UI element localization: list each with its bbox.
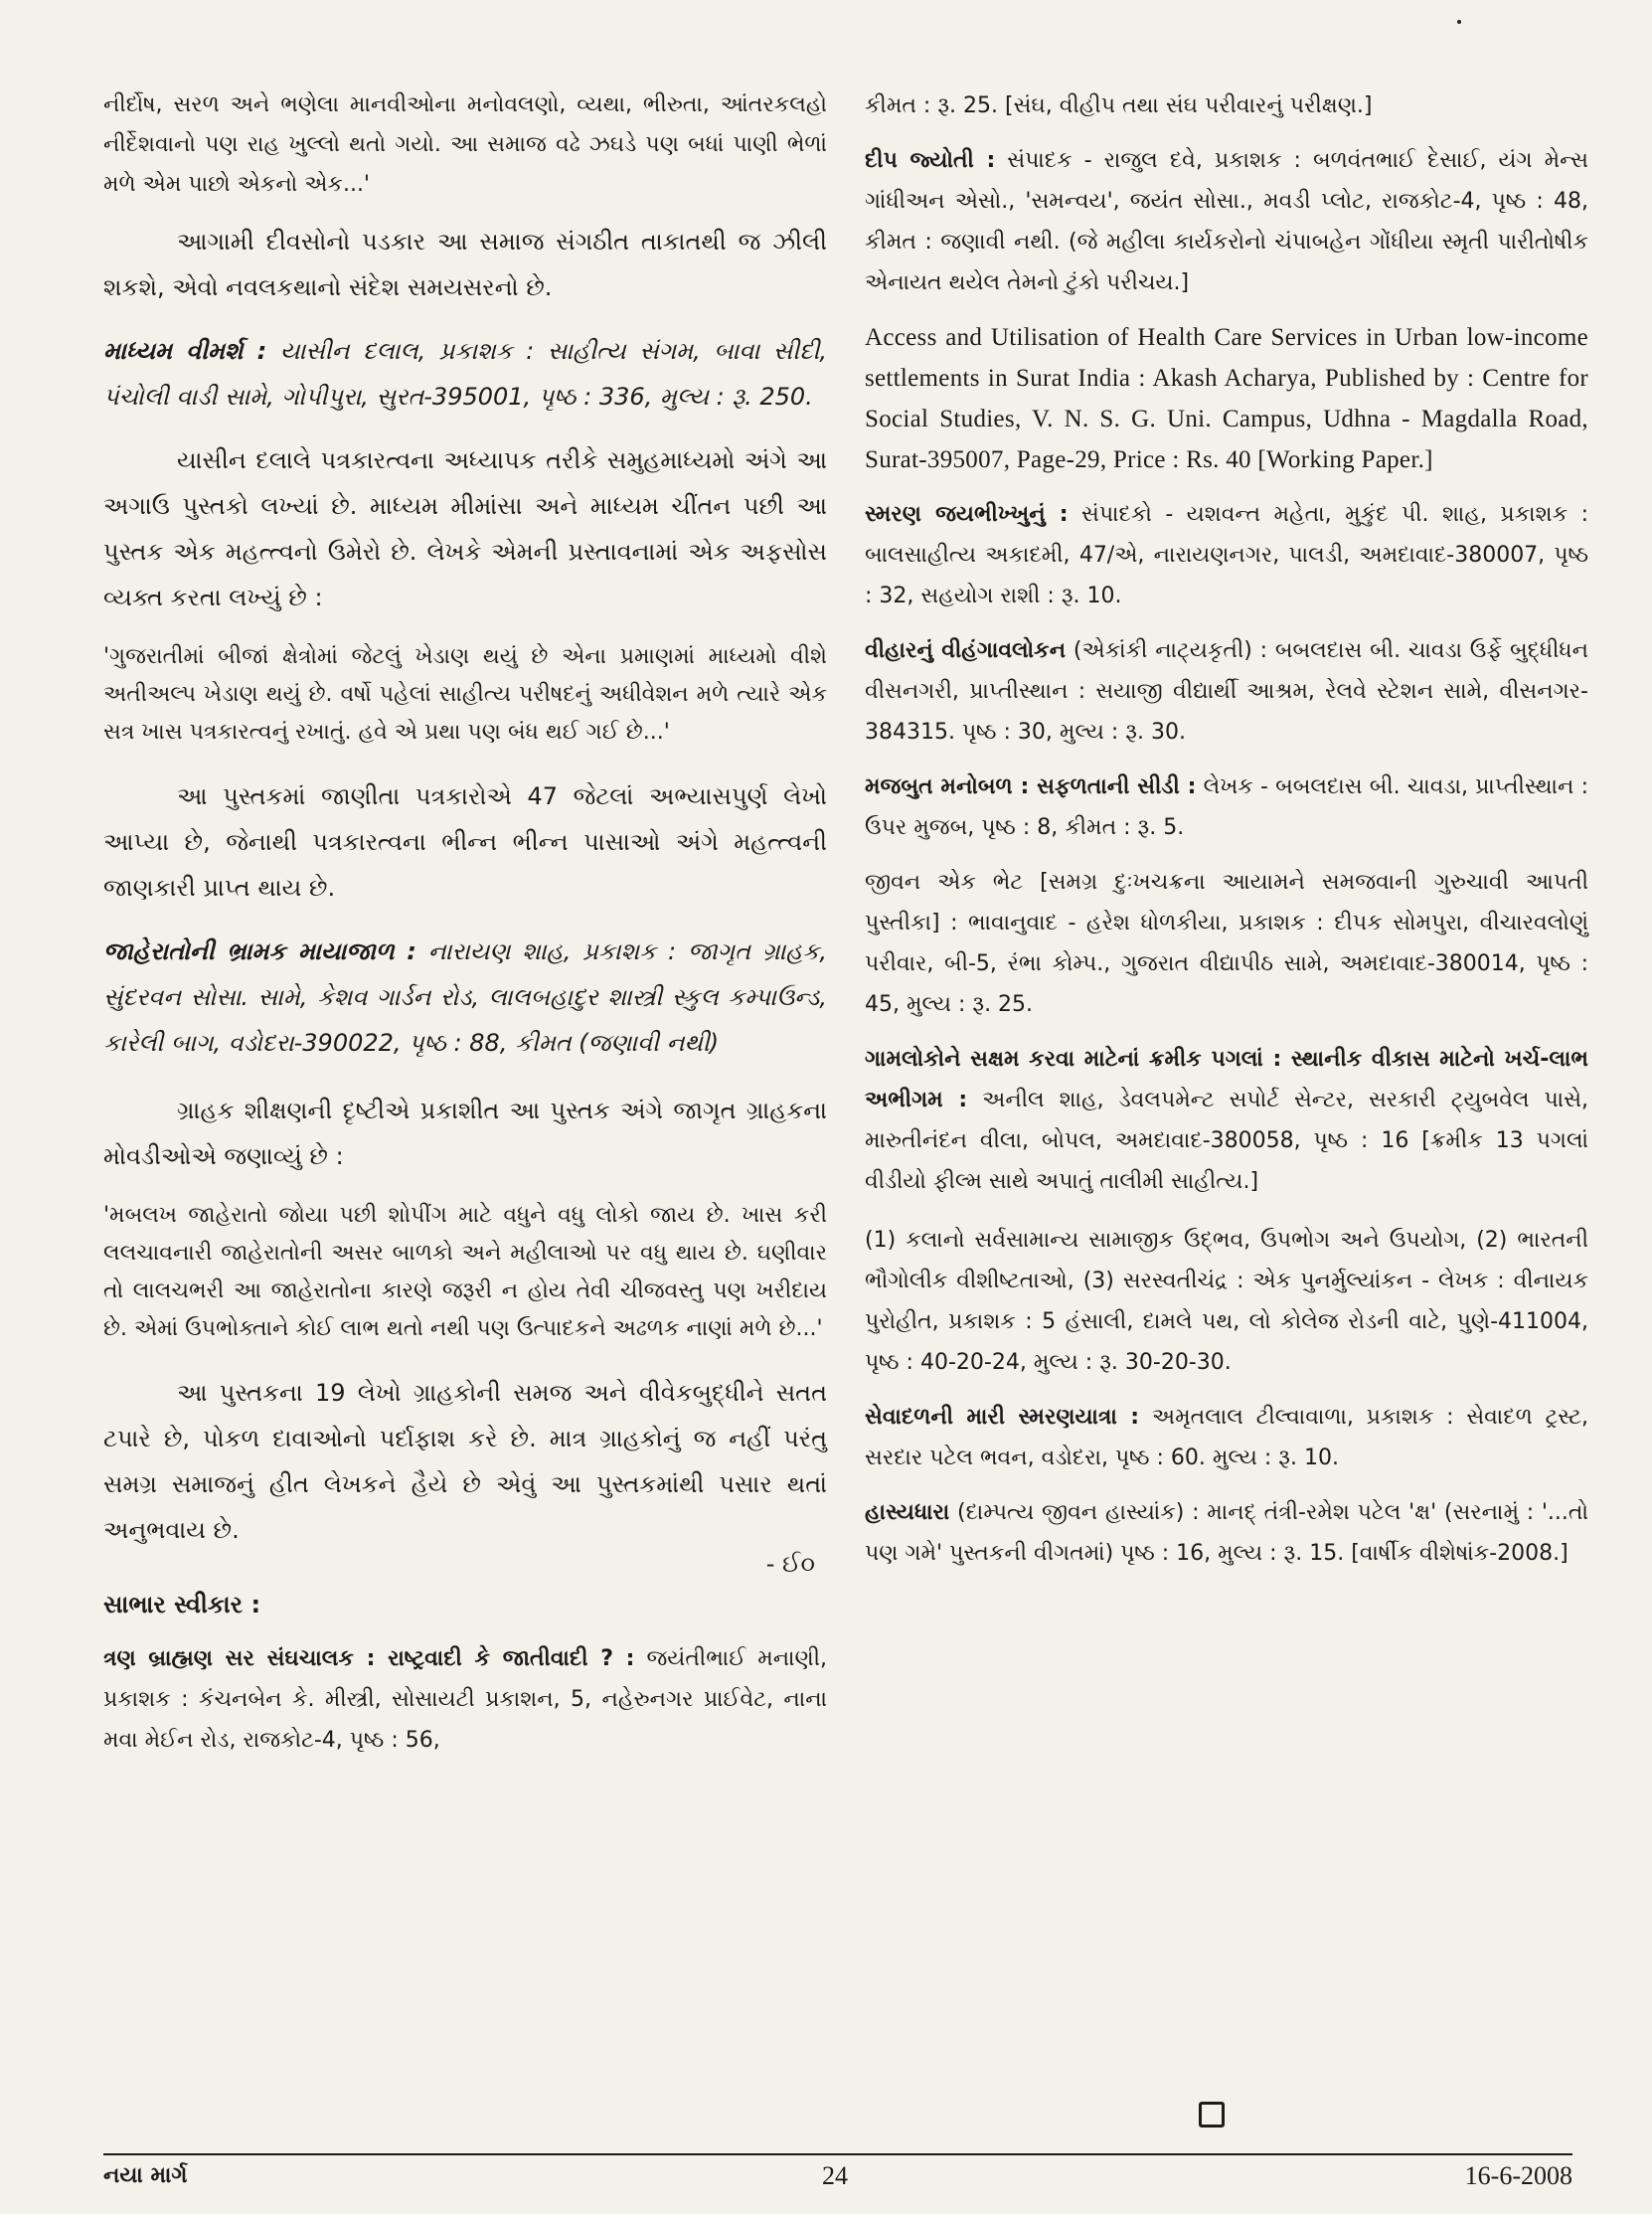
left-column xyxy=(103,85,827,1761)
para-continued: નીર્દોષ, સરળ અને ભણેલા માનવીઓના મનોવલણો, વ્યથા, ભીરુતા, આંતરકલહો નીર્દેશવાનો પણ રાહ ખુલ્લો થતો ગયો. આ સમાજ વઢે ઝઘડે પણ બધાં પાણી ભેળાં મળે એમ પાછો એકનો એક...' xyxy=(103,92,827,197)
ack-entry-1 xyxy=(103,1638,827,1761)
book-entry-madhyam-vimarsh xyxy=(103,328,827,420)
book-details: નારાયણ શાહ, પ્રકાશક : જાગૃત ગ્રાહક, સુંદરવન સોસા. સામે, કેશવ ગાર્ડન રોડ, લાલબહાદુર શાસ્ત્રી સ્કુલ કમ્પાઉન્ડ, કારેલી બાગ, વડોદરા-390022, પૃષ્ઠ : 88, કીમત (જણાવી નથી) xyxy=(103,937,827,1057)
ack-title: ત્રણ બ્રાહ્મણ સર સંઘચાલક : રાષ્ટ્રવાદી કે જાતીવાદી ? : xyxy=(103,1646,635,1671)
ack-details: (દામ્પત્ય જીવન હાસ્યાંક) : માનદ્ તંત્રી-રમેશ પટેલ 'ક્ષ' (સરનામું : '...તો પણ ગમે' પુસ્તકની વીગતમાં) પૃષ્ઠ : 16, મુલ્ય : રૂ. 15. [વાર્ષીક વીશેષાંક-2008.] xyxy=(865,1500,1588,1566)
ack-details: (એકાંકી નાટ્યકૃતી) : બબલદાસ બી. ચાવડા ઉર્ફે બુદ્ધીધન વીસનગરી, પ્રાપ્તીસ્થાન : સયાજી વીદ્યાર્થી આશ્રમ, રેલવે સ્ટેશન સામે, વીસનગર- 384315. પૃષ્ઠ : 30, મુલ્ય : રૂ. 30. xyxy=(865,638,1588,745)
quote-1: 'ગુજરાતીમાં બીજાં ક્ષેત્રોમાં જેટલું ખેડાણ થયું છે એના પ્રમાણમાં માધ્યમો વીશે અતીઅલ્પ ખેડાણ થયું છે. વર્ષો પહેલાં સાહીત્ય પરીષદનું અધીવેશન મળે ત્યારે એક સત્ર ખાસ પત્રકારત્વનું રખાતું. હવે એ પ્રથા પણ બંધ થઈ ગઈ છે...' xyxy=(103,644,827,745)
ack-title: સ્મરણ જયભીખ્ખુનું : xyxy=(865,502,1069,527)
book-entry-jaheratoni xyxy=(103,929,827,1066)
ack-entry-jivan: જીવન એક ભેટ [સમગ્ર દુઃખચક્રના આયામને સમજવાની ગુરુચાવી આપતી પુસ્તીકા] : ભાવાનુવાદ - હરેશ ધોળકીયા, પ્રકાશક : દીપક સોમપુરા, વીચારવલોણું પરીવાર, બી-5, રંભા કોમ્પ., ગુજરાત વીદ્યાપીઠ સામે, અમદાવાદ-380014, પૃષ્ઠ : 45, મુલ્ય : રૂ. 25. xyxy=(865,870,1588,1017)
quote-2: 'મબલખ જાહેરાતો જોયા પછી શોપીંગ માટે વધુને વધુ લોકો જાય છે. ખાસ કરી લલચાવનારી જાહેરાતોની અસર બાળકો અને મહીલાઓ પર વધુ થાય છે. ઘણીવાર તો લાલચભરી આ જાહેરાતોના કારણે જરૂરી ન હોય તેવી ચીજવસ્તુ પણ ખરીદાય છે. એમાં ઉપભોક્તાને કોઈ લાભ થતો નથી પણ ઉત્પાદકને અઢળક નાણાં મળે છે...' xyxy=(103,1203,827,1341)
book-details: યાસીન દલાલ, પ્રકાશક : સાહીત્ય સંગમ, બાવા સીદી, પંચોલી વાડી સામે, ગોપીપુરા, સુરત-395001, પૃષ્ઠ : 336, મુલ્ય : રૂ. 250. xyxy=(103,337,827,411)
ack-title: વીહારનું વીહંગાવલોકન xyxy=(865,638,1067,663)
footer-rule xyxy=(103,2153,1572,2155)
book-title: જાહેરાતોની ભ્રામક માયાજાળ : xyxy=(103,937,416,965)
ack-entry-majbut xyxy=(865,766,1588,848)
footer-date: 16-6-2008 xyxy=(1464,2161,1572,2190)
ack-details: અનીલ શાહ, ડેવલપમેન્ટ સપોર્ટ સેન્ટર, સરકારી ટ્યુબવેલ પાસે, મારુતીનંદન વીલા, બોપલ, અમદાવાદ-380058, પૃષ્ઠ : 16 [ક્રમીક 13 પગલાં વીડીયો ફીલ્મ સાથે અપાતું તાલીમી સાહીત્ય.] xyxy=(865,1088,1589,1194)
para-review-2: આ પુસ્તકમાં જાણીતા પત્રકારોએ 47 જેટલાં અભ્યાસપુર્ણ લેખો આપ્યા છે, જેનાથી પત્રકારત્વના ભીન્ન ભીન્ન પાસાઓ અંગે મહત્ત્વની જાણકારી પ્રાપ્ત થાય છે. xyxy=(103,782,827,902)
section-heading-acknowledged: સાભાર સ્વીકાર : xyxy=(103,1591,261,1618)
para-review-4: આ પુસ્તકના 19 લેખો ગ્રાહકોની સમજ અને વીવેકબુદ્ધીને સતત ટપારે છે, પોકળ દાવાઓનો પર્દાફાશ કરે છે. માત્ર ગ્રાહકોનું જ નહીં પરંતુ સમગ્ર સમાજનું હીત લેખકને હૈયે છે એવું આ પુસ્તકમાંથી પસાર થતાં અનુભવાય છે. xyxy=(103,1379,827,1544)
ack-details: જયંતીભાઈ મનાણી, પ્રકાશક : કંચનબેન કે. મીસ્ત્રી, સોસાયટી પ્રકાશન, 5, નહેરુનગર પ્રાઈવેટ, નાના મવા મેઈન રોડ, રાજકોટ-4, પૃષ્ઠ : 56, xyxy=(103,1646,827,1753)
ack-entry-english: Access and Utilisation of Health Care Services in Urban low-income settlements in Surat India : Akash Acharya, Published by : Centre for Social Studies, V. N. S. G. Uni. Campus, Udhna - Magdalla Road, Surat-395007, Page-29, Price : Rs. 40 [Working Paper.] xyxy=(865,324,1588,473)
author-signature: - ઈ૦ xyxy=(765,1550,815,1578)
ack-title: દીપ જ્યોતી : xyxy=(865,148,996,173)
end-mark-icon xyxy=(1199,2102,1225,2128)
para-review-1: યાસીન દલાલે પત્રકારત્વના અધ્યાપક તરીકે સમુહમાધ્યમો અંગે આ અગાઉ પુસ્તકો લખ્યાં છે. માધ્યમ મીમાંસા અને માધ્યમ ચીંતન પછી આ પુસ્તક એક મહત્ત્વનો ઉમેરો છે. લેખકે એમની પ્રસ્તાવનામાં એક અફસોસ વ્યક્ત કરતા લખ્યું છે : xyxy=(103,446,827,611)
ack-entry-vihar xyxy=(865,630,1588,753)
ack-title: મજબુત મનોબળ : સફળતાની સીડી : xyxy=(865,774,1197,799)
ack-entry-kala: (1) કલાનો સર્વસામાન્ય સામાજીક ઉદ્ભવ, ઉપભોગ અને ઉપયોગ, (2) ભારતની ભૌગોલીક વીશીષ્ટતાઓ, (3) સરસ્વતીચંદ્ર : એક પુનર્મુલ્યાંકન - લેખક : વીનાયક પુરોહીત, પ્રકાશક : 5 હંસાલી, દામલે પથ, લો કોલેજ રોડની વાટે, પુણે-411004, પૃષ્ઠ : 40-20-24, મુલ્ય : રૂ. 30-20-30. xyxy=(865,1228,1588,1375)
ack-entry-sevadal xyxy=(865,1397,1588,1478)
ack-entry-smaran xyxy=(865,494,1588,616)
ack-title: સેવાદળની મારી સ્મરણયાત્રા : xyxy=(865,1405,1140,1430)
ack-details: સંપાદકો - યશવન્ત મહેતા, મુકુંદ પી. શાહ, પ્રકાશક : બાલસાહીત્ય અકાદમી, 47/એ, નારાયણનગર, પાલડી, અમદાવાદ-380007, પૃષ્ઠ : 32, સહયોગ રાશી : રૂ. 10. xyxy=(865,502,1588,608)
footer-page-number: 24 xyxy=(822,2161,848,2190)
para-review-3: ગ્રાહક શીક્ષણની દૃષ્ટીએ પ્રકાશીત આ પુસ્તક અંગે જાગૃત ગ્રાહકના મોવડીઓએ જણાવ્યું છે : xyxy=(103,1097,827,1170)
ack-entry-hasyadhara xyxy=(865,1492,1588,1574)
ack-details: અમૃતલાલ ટીલ્વાવાળા, પ્રકાશક : સેવાદળ ટ્રસ્ટ, સરદાર પટેલ ભવન, વડોદરા, પૃષ્ઠ : 60. મુલ્ય : રૂ. 10. xyxy=(865,1405,1588,1470)
ack-details: સંપાદક - રાજુલ દવે, પ્રકાશક : બળવંતભાઈ દેસાઈ, યંગ મેન્સ ગાંધીઅન એસો., 'સમન્વય', જયંત સોસા., મવડી પ્લોટ, રાજકોટ-4, પૃષ્ઠ : 48, કીમત : જણાવી નથી. (જે મહીલા કાર્યકરોનો ચંપાબહેન ગોંધીયા સ્મૃતી પારીતોષીક એનાયત થયેલ તેમનો ટુંકો પરીચય.] xyxy=(865,148,1588,295)
footer-journal-name: નયા માર્ગ xyxy=(103,2163,188,2188)
ack-details: લેખક - બબલદાસ બી. ચાવડા, પ્રાપ્તીસ્થાન : ઉપર મુજબ, પૃષ્ઠ : 8, કીમત : રૂ. 5. xyxy=(865,774,1588,840)
book-title: માધ્યમ વીમર્શ : xyxy=(103,337,267,365)
ack-title: હાસ્યધારા xyxy=(865,1500,950,1525)
ack-entry-deep-jyoti xyxy=(865,140,1588,303)
ack-entry-gamlok xyxy=(865,1039,1588,1202)
para-novel-message: આગામી દીવસોનો પડકાર આ સમાજ સંગઠીત તાકાતથી જ ઝીલી શકશે, એવો નવલકથાનો સંદેશ સમયસરનો છે. xyxy=(103,228,827,301)
ack-entry-1-continued: કીમત : રૂ. 25. [સંઘ, વીહીપ તથા સંઘ પરીવારનું પરીક્ષણ.] xyxy=(865,93,1373,118)
ack-title: ગામલોકોને સક્ષમ કરવા માટેનાં ક્રમીક પગલાં : સ્થાનીક વીકાસ માટેનો ખર્ચ-લાભ અભીગમ : xyxy=(865,1047,1588,1112)
right-column xyxy=(865,85,1588,1574)
stray-dot xyxy=(1457,20,1461,24)
